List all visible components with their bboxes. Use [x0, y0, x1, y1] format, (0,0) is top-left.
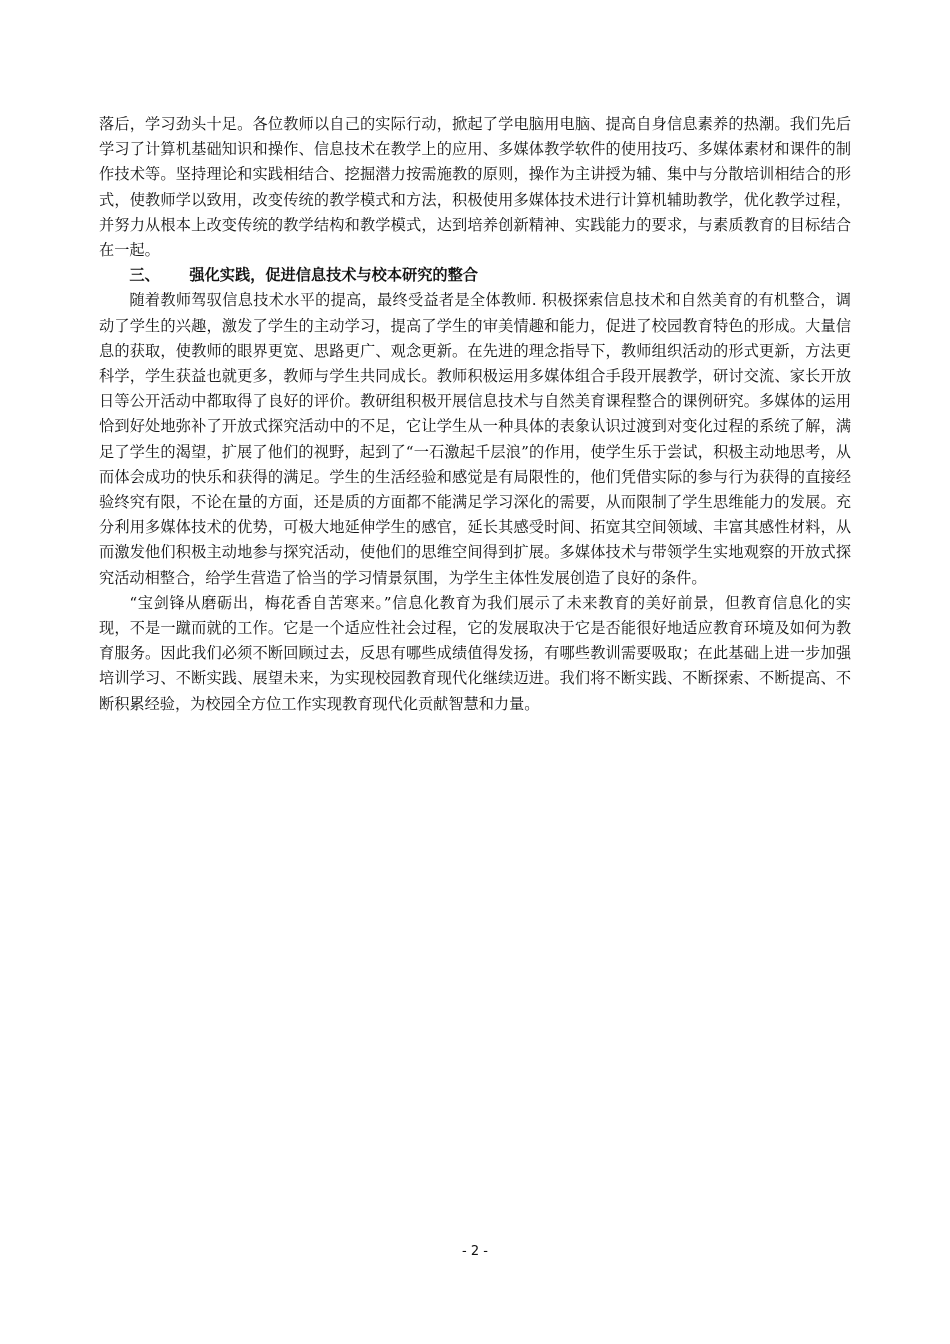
paragraph-practice: 随着教师驾驭信息技术水平的提高，最终受益者是全体教师. 积极探索信息技术和自然美育的有机整合，调动了学生的兴趣，激发了学生的主动学习，提高了学生的审美情趣和能力，促进了校园教育特色的形成。大量信息的获取，使教师的眼界更宽、思路更广、观念更新。在先进的理念指导下，教师组织活动的形式更新，方法更科学，学生获益也就更多，教师与学生共同成长。教师积极运用多媒体组合手段开展教学，研讨交流、家长开放日等公开活动中都取得了良好的评价。教研组积极开展信息技术与自然美育课程整合的课例研究。多媒体的运用恰到好处地弥补了开放式探究活动中的不足，它让学生从一种具体的表象认识过渡到对变化过程的系统了解，满足了学生的渴望，扩展了他们的视野，起到了“一石激起千层浪”的作用，使学生乐于尝试，积极主动地思考，从而体会成功的快乐和获得的满足。学生的生活经验和感觉是有局限性的，他们凭借实际的参与行为获得的直接经验终究有限，不论在量的方面，还是质的方面都不能满足学习深化的需要，从而限制了学生思维能力的发展。充分利用多媒体技术的优势，可极大地延伸学生的感官，延长其感受时间、拓宽其空间领域、丰富其感性材料，从而激发他们积极主动地参与探究活动，使他们的思维空间得到扩展。多媒体技术与带领学生实地观察的开放式探究活动相整合，给学生营造了恰当的学习情景氛围，为学生主体性发展创造了良好的条件。 [99, 291, 851, 587]
paragraph-conclusion: “宝剑锋从磨砺出，梅花香自苦寒来。”信息化教育为我们展示了未来教育的美好前景，但教育信息化的实现，不是一蹴而就的工作。它是一个适应性社会过程，它的发展取决于它是否能很好地适应教育环境及如何为教育服务。因此我们必须不断回顾过去，反思有哪些成绩值得发扬，有哪些教训需要吸取；在此基础上进一步加强培训学习、不断实践、展望未来，为实现校园教育现代化继续迈进。我们将不断实践、不断探索、不断提高、不断积累经验，为校园全方位工作实现教育现代化贡献智慧和力量。 [99, 593, 851, 713]
page-number: - 2 - [462, 1244, 488, 1259]
document-body [99, 112, 851, 717]
section-heading [99, 263, 851, 288]
section-number: 三、 [129, 266, 160, 285]
section-title: 强化实践，促进信息技术与校本研究的整合 [189, 266, 478, 285]
paragraph-continued: 落后，学习劲头十足。各位教师以自己的实际行动，掀起了学电脑用电脑、提高自身信息素养的热潮。我们先后学习了计算机基础知识和操作、信息技术在教学上的应用、多媒体教学软件的使用技巧、多媒体素材和课件的制作技术等。坚持理论和实践相结合、挖掘潜力按需施教的原则，操作为主讲授为辅、集中与分散培训相结合的形式，使教师学以致用，改变传统的教学模式和方法，积极使用多媒体技术进行计算机辅助教学，优化教学过程，并努力从根本上改变传统的教学结构和教学模式，达到培养创新精神、实践能力的要求，与素质教育的目标结合在一起。 [99, 115, 851, 260]
